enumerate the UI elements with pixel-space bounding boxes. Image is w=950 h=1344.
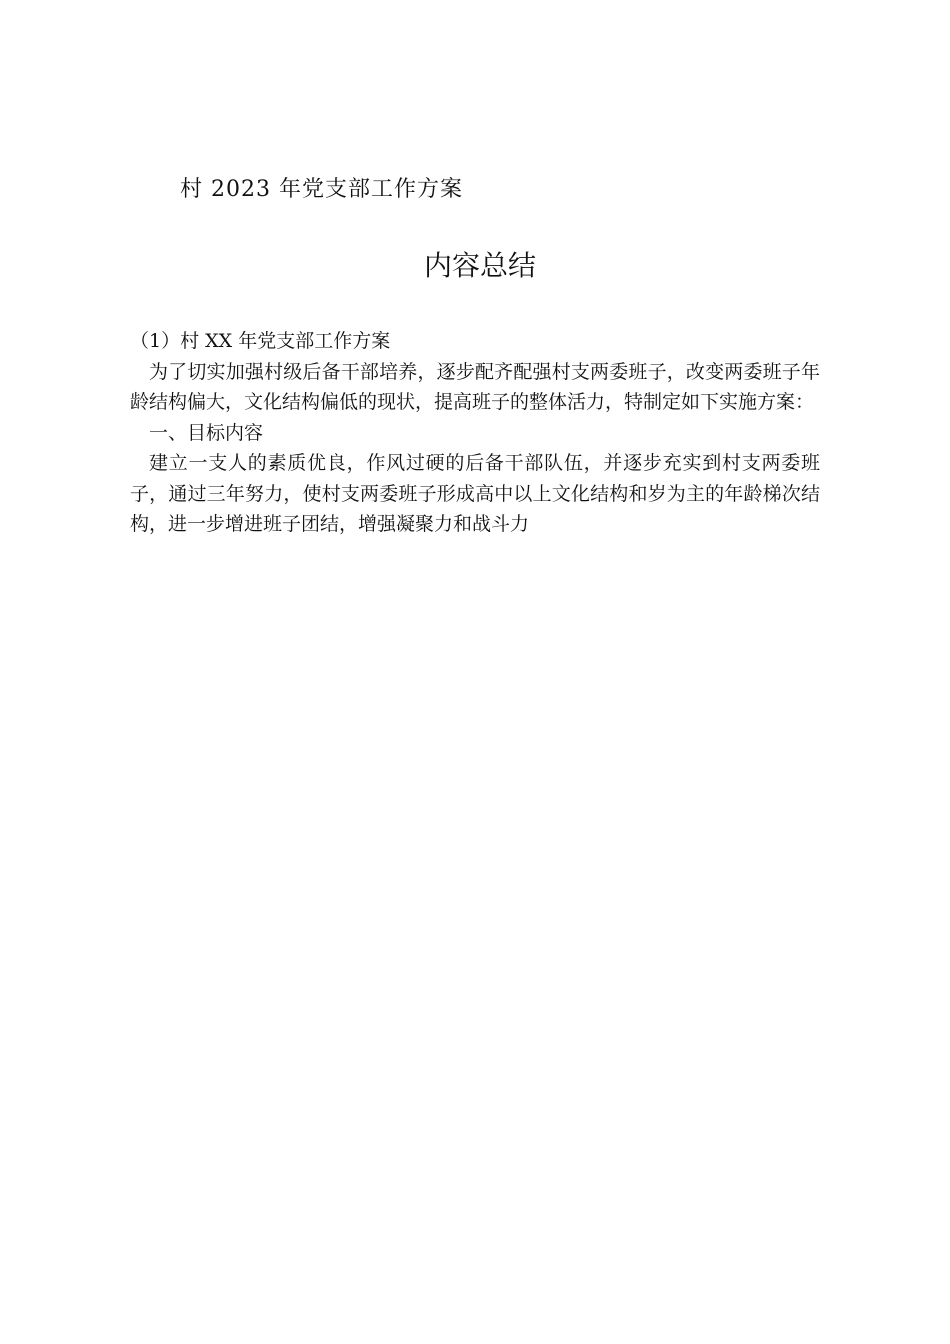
summary-heading: 内容总结 xyxy=(423,249,536,282)
paragraph-intro: 为了切实加强村级后备干部培养，逐步配齐配强村支两委班子，改变两委班子年龄结构偏大，文化结构偏低的现状，提高班子的整体活力，特制定如下实施方案： xyxy=(130,360,820,413)
paragraph-goals: 建立一支人的素质优良，作风过硬的后备干部队伍，并逐步充实到村支两委班子，通过三年努力，使村支两委班子形成高中以上文化结构和岁为主的年龄梯次结构，进一步增进班子团结，增强凝聚力和战斗力 xyxy=(130,452,820,535)
document-title: 村 2023 年党支部工作方案 xyxy=(180,177,463,202)
document-body xyxy=(130,326,820,540)
section-heading-goals: 一、目标内容 xyxy=(149,421,264,444)
sub-title: （1）村 XX 年党支部工作方案 xyxy=(130,330,391,352)
